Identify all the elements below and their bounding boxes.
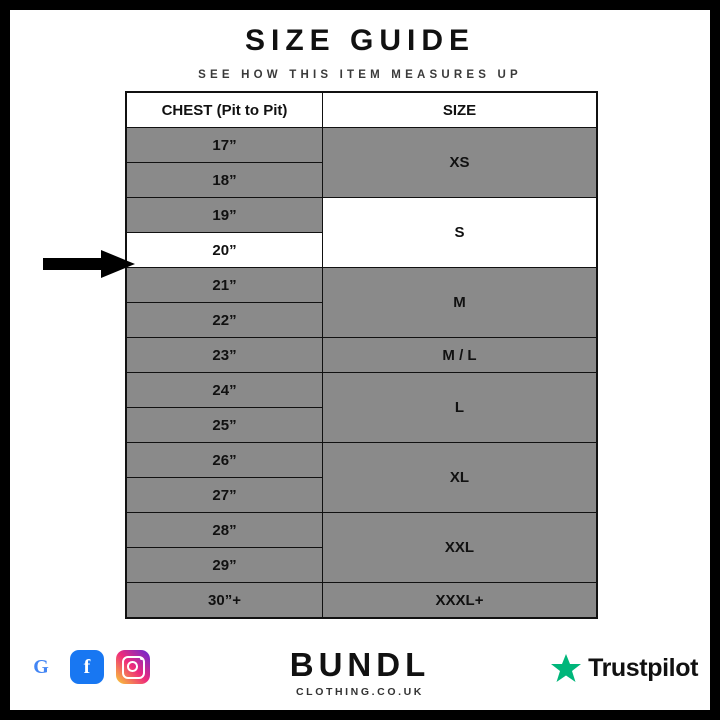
size-cell: M <box>323 268 598 338</box>
facebook-icon-glyph: f <box>83 655 91 678</box>
trustpilot-badge[interactable] <box>550 652 698 684</box>
chest-cell: 25” <box>126 408 323 443</box>
brand-subtitle: CLOTHING.CO.UK <box>296 686 424 698</box>
table-row[interactable] <box>126 373 597 408</box>
chest-cell: 23” <box>126 338 323 373</box>
size-table <box>125 91 598 619</box>
selected-size-arrow-icon <box>43 250 135 278</box>
chest-cell: 28” <box>126 513 323 548</box>
table-row[interactable] <box>126 338 597 373</box>
google-icon-glyph: G <box>33 655 49 678</box>
chest-cell: 17” <box>126 128 323 163</box>
size-cell: XS <box>323 128 598 198</box>
table-row[interactable] <box>126 268 597 303</box>
trustpilot-star-icon <box>550 652 582 684</box>
size-cell: XL <box>323 443 598 513</box>
table-row[interactable] <box>126 513 597 548</box>
chest-cell: 26” <box>126 443 323 478</box>
chest-cell: 24” <box>126 373 323 408</box>
table-row[interactable] <box>126 583 597 619</box>
size-cell: L <box>323 373 598 443</box>
chest-cell: 30”+ <box>126 583 323 619</box>
table-row[interactable] <box>126 443 597 478</box>
chest-cell: 19” <box>126 198 323 233</box>
chest-cell: 21” <box>126 268 323 303</box>
table-header-row <box>126 92 597 128</box>
table-row[interactable] <box>126 128 597 163</box>
column-header-chest: CHEST (Pit to Pit) <box>126 92 323 128</box>
chest-cell: 29” <box>126 548 323 583</box>
table-row[interactable] <box>126 198 597 233</box>
size-cell-selected: S <box>323 198 598 268</box>
chest-cell: 18” <box>126 163 323 198</box>
size-table-wrap <box>125 91 595 619</box>
chest-cell-selected: 20” <box>126 233 323 268</box>
size-cell: M / L <box>323 338 598 373</box>
size-guide-card <box>10 10 710 710</box>
page-title: SIZE GUIDE <box>244 24 476 57</box>
page-subtitle: SEE HOW THIS ITEM MEASURES UP <box>198 69 522 81</box>
column-header-size: SIZE <box>323 92 598 128</box>
trustpilot-label: Trustpilot <box>588 653 698 682</box>
brand-name: BUNDL <box>289 646 431 683</box>
chest-cell: 27” <box>126 478 323 513</box>
footer <box>10 638 710 710</box>
size-cell: XXXL+ <box>323 583 598 619</box>
chest-cell: 22” <box>126 303 323 338</box>
size-cell: XXL <box>323 513 598 583</box>
